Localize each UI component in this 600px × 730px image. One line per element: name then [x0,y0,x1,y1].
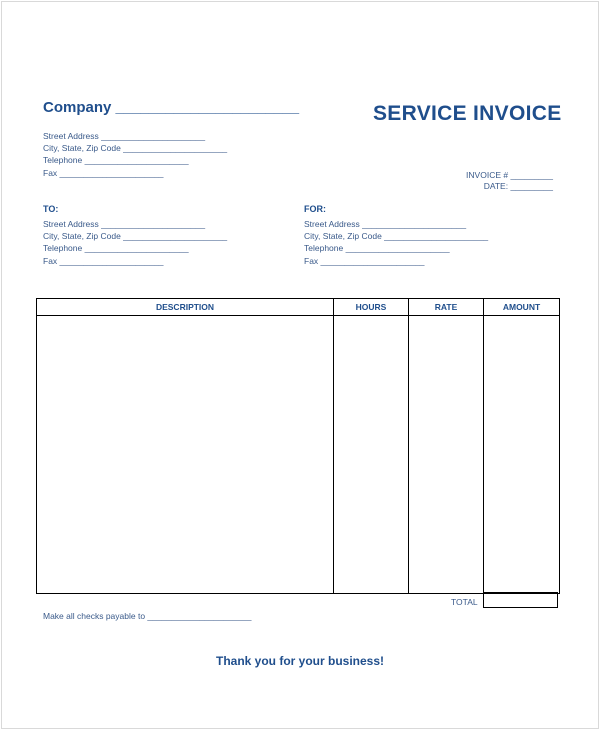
for-fax-field[interactable]: Fax ______________________ [304,256,425,266]
invoice-number-field[interactable]: INVOICE # _________ [466,170,553,180]
column-header-hours: HOURS [334,299,409,316]
company-name-field[interactable]: Company ______________________ [43,99,300,116]
to-street-field[interactable]: Street Address ______________________ [43,219,206,229]
amount-cell[interactable] [484,316,560,594]
to-city-field[interactable]: City, State, Zip Code ______________________ [43,231,228,241]
thank-you-message: Thank you for your business! [215,654,385,668]
company-phone-field[interactable]: Telephone ______________________ [43,155,189,165]
column-header-description: DESCRIPTION [37,299,334,316]
company-street-field[interactable]: Street Address ______________________ [43,131,206,141]
total-label: TOTAL [451,597,478,607]
total-amount-box[interactable] [483,592,558,608]
company-fax-field[interactable]: Fax ______________________ [43,168,164,178]
to-fax-field[interactable]: Fax ______________________ [43,256,164,266]
for-city-field[interactable]: City, State, Zip Code ______________________ [304,231,489,241]
company-city-field[interactable]: City, State, Zip Code ______________________ [43,143,228,153]
to-label: TO: [43,204,59,214]
invoice-title: SERVICE INVOICE [373,102,562,125]
for-label: FOR: [304,204,326,214]
description-cell[interactable] [37,316,334,594]
column-header-amount: AMOUNT [484,299,560,316]
for-street-field[interactable]: Street Address ______________________ [304,219,467,229]
payable-to-field[interactable]: Make all checks payable to ______________________ [43,611,252,621]
invoice-date-field[interactable]: DATE: _________ [483,181,553,191]
for-phone-field[interactable]: Telephone ______________________ [304,243,450,253]
rate-cell[interactable] [409,316,484,594]
items-table [36,298,560,594]
table-body-row [37,316,560,594]
column-header-rate: RATE [409,299,484,316]
hours-cell[interactable] [334,316,409,594]
to-phone-field[interactable]: Telephone ______________________ [43,243,189,253]
table-header-row [37,299,560,316]
